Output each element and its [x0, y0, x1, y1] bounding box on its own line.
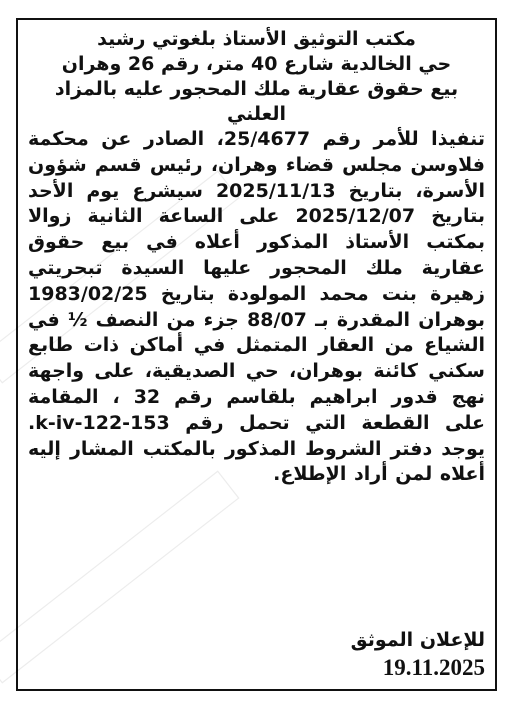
notice-title-cont: العلني	[226, 103, 287, 125]
notice-frame	[16, 18, 497, 691]
office-address: حي الخالدية شارع 40 متر، رقم 26 وهران	[61, 53, 452, 75]
footer-date: 19.11.2025	[382, 655, 485, 680]
footer-label: للإعلان الموثق	[350, 629, 485, 651]
notice-header	[28, 27, 485, 127]
notice-content	[28, 27, 485, 683]
office-name: مكتب التوثيق الأستاذ بلغوتي رشيد	[97, 28, 416, 50]
notice-footer	[351, 627, 485, 681]
notice-body: تنفيذا للأمر رقم 25/4677، الصادر عن محكمة فلاوسن مجلس قضاء وهران، رئيس قسم شؤون الأسرة، بتاريخ 2025/11/13 سيشرع يوم الأحد بتاريخ 2025/12/07 على الساعة الثانية زوالا بمكتب الأستاذ المذكور أعلاه في بيع حقوق عقارية ملك المحجور عليها السيدة تبحريتي زهيرة بنت محمد المولودة بتاريخ 1983/02/25 بوهران المقدرة بـ 88/07 جزء من النصف ½ في الشياع من العقار المتمثل في أماكن ذات طابع سكني كائنة بوهران، حي الصديقية، على واجهة نهج قدور ابراهيم بلقاسم رقم 32 ، المقامة على القطعة التي تحمل رقم k-iv-122-153. يوجد دفتر الشروط المذكور بالمكتب المشار إليه أعلاه لمن أراد الإطلاع.	[28, 128, 486, 486]
notice-title: بيع حقوق عقارية ملك المحجور عليه بالمزاد	[54, 78, 459, 100]
